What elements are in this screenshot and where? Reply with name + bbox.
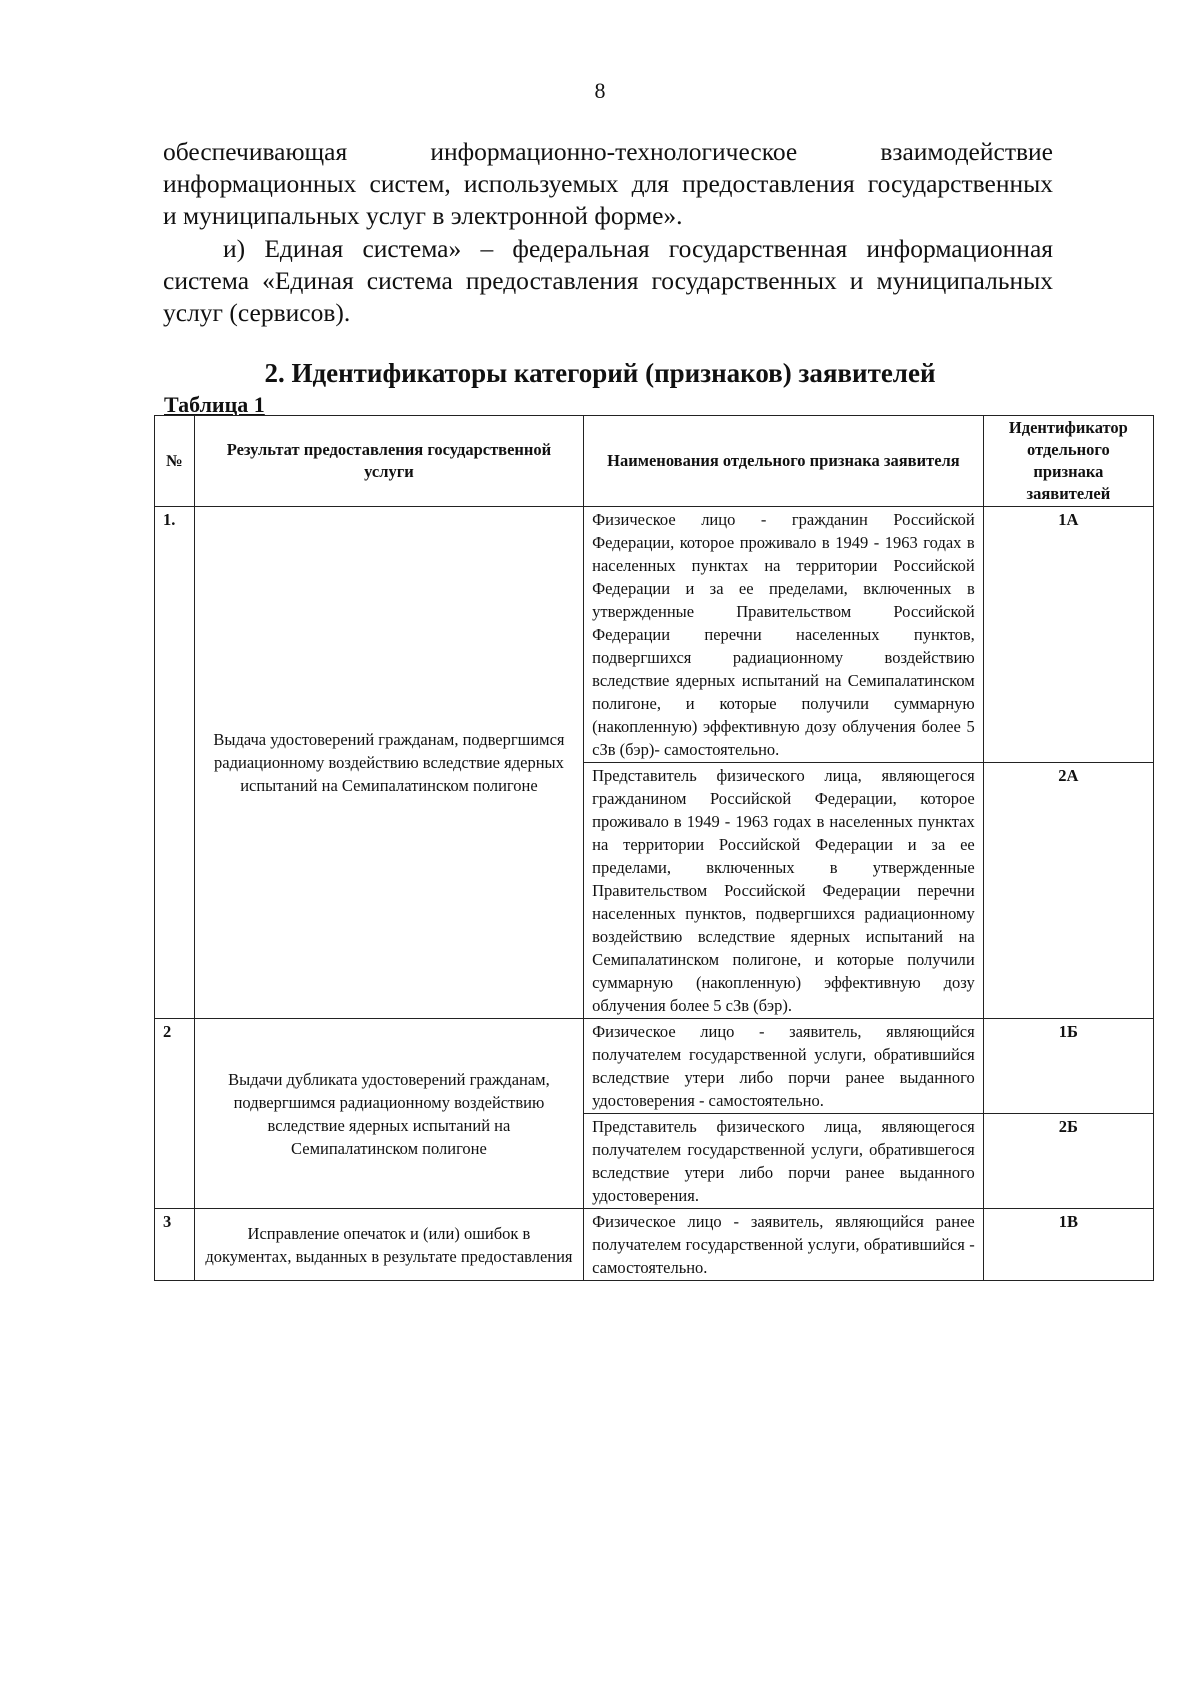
paragraph-line: система «Единая система предоставления государственных и муниципальных (163, 266, 1053, 295)
row-number: 3 (155, 1209, 195, 1281)
header-result: Результат предоставления государственной услуги (194, 416, 583, 507)
table-row (155, 507, 1154, 763)
identifier-cell: 2Б (983, 1114, 1153, 1209)
row-number: 1. (155, 507, 195, 1019)
applicant-name-cell: Представитель физического лица, являющегося гражданином Российской Федерации, которое проживало в 1949 - 1963 годах в населенных пунктах на территории Российской Федерации и за ее пределами, включенных в утвержденные Правительством Российской Федерации перечни населенных пунктов, подвергшихся радиационному воздействию вследствие ядерных испытаний на Семипалатинском полигоне, и которые получили суммарную (накопленную) эффективную дозу облучения более 5 сЗв (бэр). (584, 763, 984, 1019)
applicant-name-cell: Физическое лицо - заявитель, являющийся получателем государственной услуги, обратившийся вследствие утери либо порчи ранее выданного удостоверения - самостоятельно. (584, 1019, 984, 1114)
section-title: 2. Идентификаторы категорий (признаков) заявителей (264, 358, 936, 388)
paragraph-line: услуг (сервисов). (163, 298, 351, 327)
table-header-row (155, 416, 1154, 507)
result-cell: Исправление опечаток и (или) ошибок в документах, выданных в результате предоставления (194, 1209, 583, 1281)
applicant-categories-table (154, 415, 1154, 1281)
table-caption: Таблица 1 (164, 392, 265, 417)
row-number: 2 (155, 1019, 195, 1209)
identifier-cell: 2А (983, 763, 1153, 1019)
header-id: Идентификатор отдельного признака заявителей (983, 416, 1153, 507)
table-row (155, 1019, 1154, 1114)
header-num: № (155, 416, 195, 507)
table-row (155, 1209, 1154, 1281)
page-number: 8 (594, 78, 606, 103)
paragraph-line: обеспечивающая информационно-технологическое взаимодействие (163, 137, 1053, 166)
paragraph-line: и муниципальных услуг в электронной форме». (163, 201, 683, 230)
identifier-cell: 1А (983, 507, 1153, 763)
paragraph-line: информационных систем, используемых для предоставления государственных (163, 169, 1053, 198)
result-cell: Выдачи дубликата удостоверений гражданам, подвергшимся радиационному воздействию вследствие ядерных испытаний на Семипалатинском полигоне (194, 1019, 583, 1209)
identifier-cell: 1В (983, 1209, 1153, 1281)
identifier-cell: 1Б (983, 1019, 1153, 1114)
paragraph-continuation (163, 136, 1053, 232)
header-name: Наименования отдельного признака заявителя (584, 416, 984, 507)
applicant-name-cell: Физическое лицо - заявитель, являющийся ранее получателем государственной услуги, обратившийся - самостоятельно. (584, 1209, 984, 1281)
paragraph-definition-i (163, 233, 1053, 329)
result-cell: Выдача удостоверений гражданам, подвергшимся радиационному воздействию вследствие ядерных испытаний на Семипалатинском полигоне (194, 507, 583, 1019)
applicant-name-cell: Представитель физического лица, являющегося получателем государственной услуги, обратившегося вследствие утери либо порчи ранее выданного удостоверения. (584, 1114, 984, 1209)
applicant-name-cell: Физическое лицо - гражданин Российской Федерации, которое проживало в 1949 - 1963 годах в населенных пунктах на территории Российской Федерации и за ее пределами, включенных в утвержденные Правительством Российской Федерации перечни населенных пунктов, подвергшихся радиационному воздействию вследствие ядерных испытаний на Семипалатинском полигоне, и которые получили суммарную (накопленную) эффективную дозу облучения более 5 сЗв (бэр)- самостоятельно. (584, 507, 984, 763)
paragraph-line: и) Единая система» – федеральная государственная информационная (223, 234, 1053, 263)
